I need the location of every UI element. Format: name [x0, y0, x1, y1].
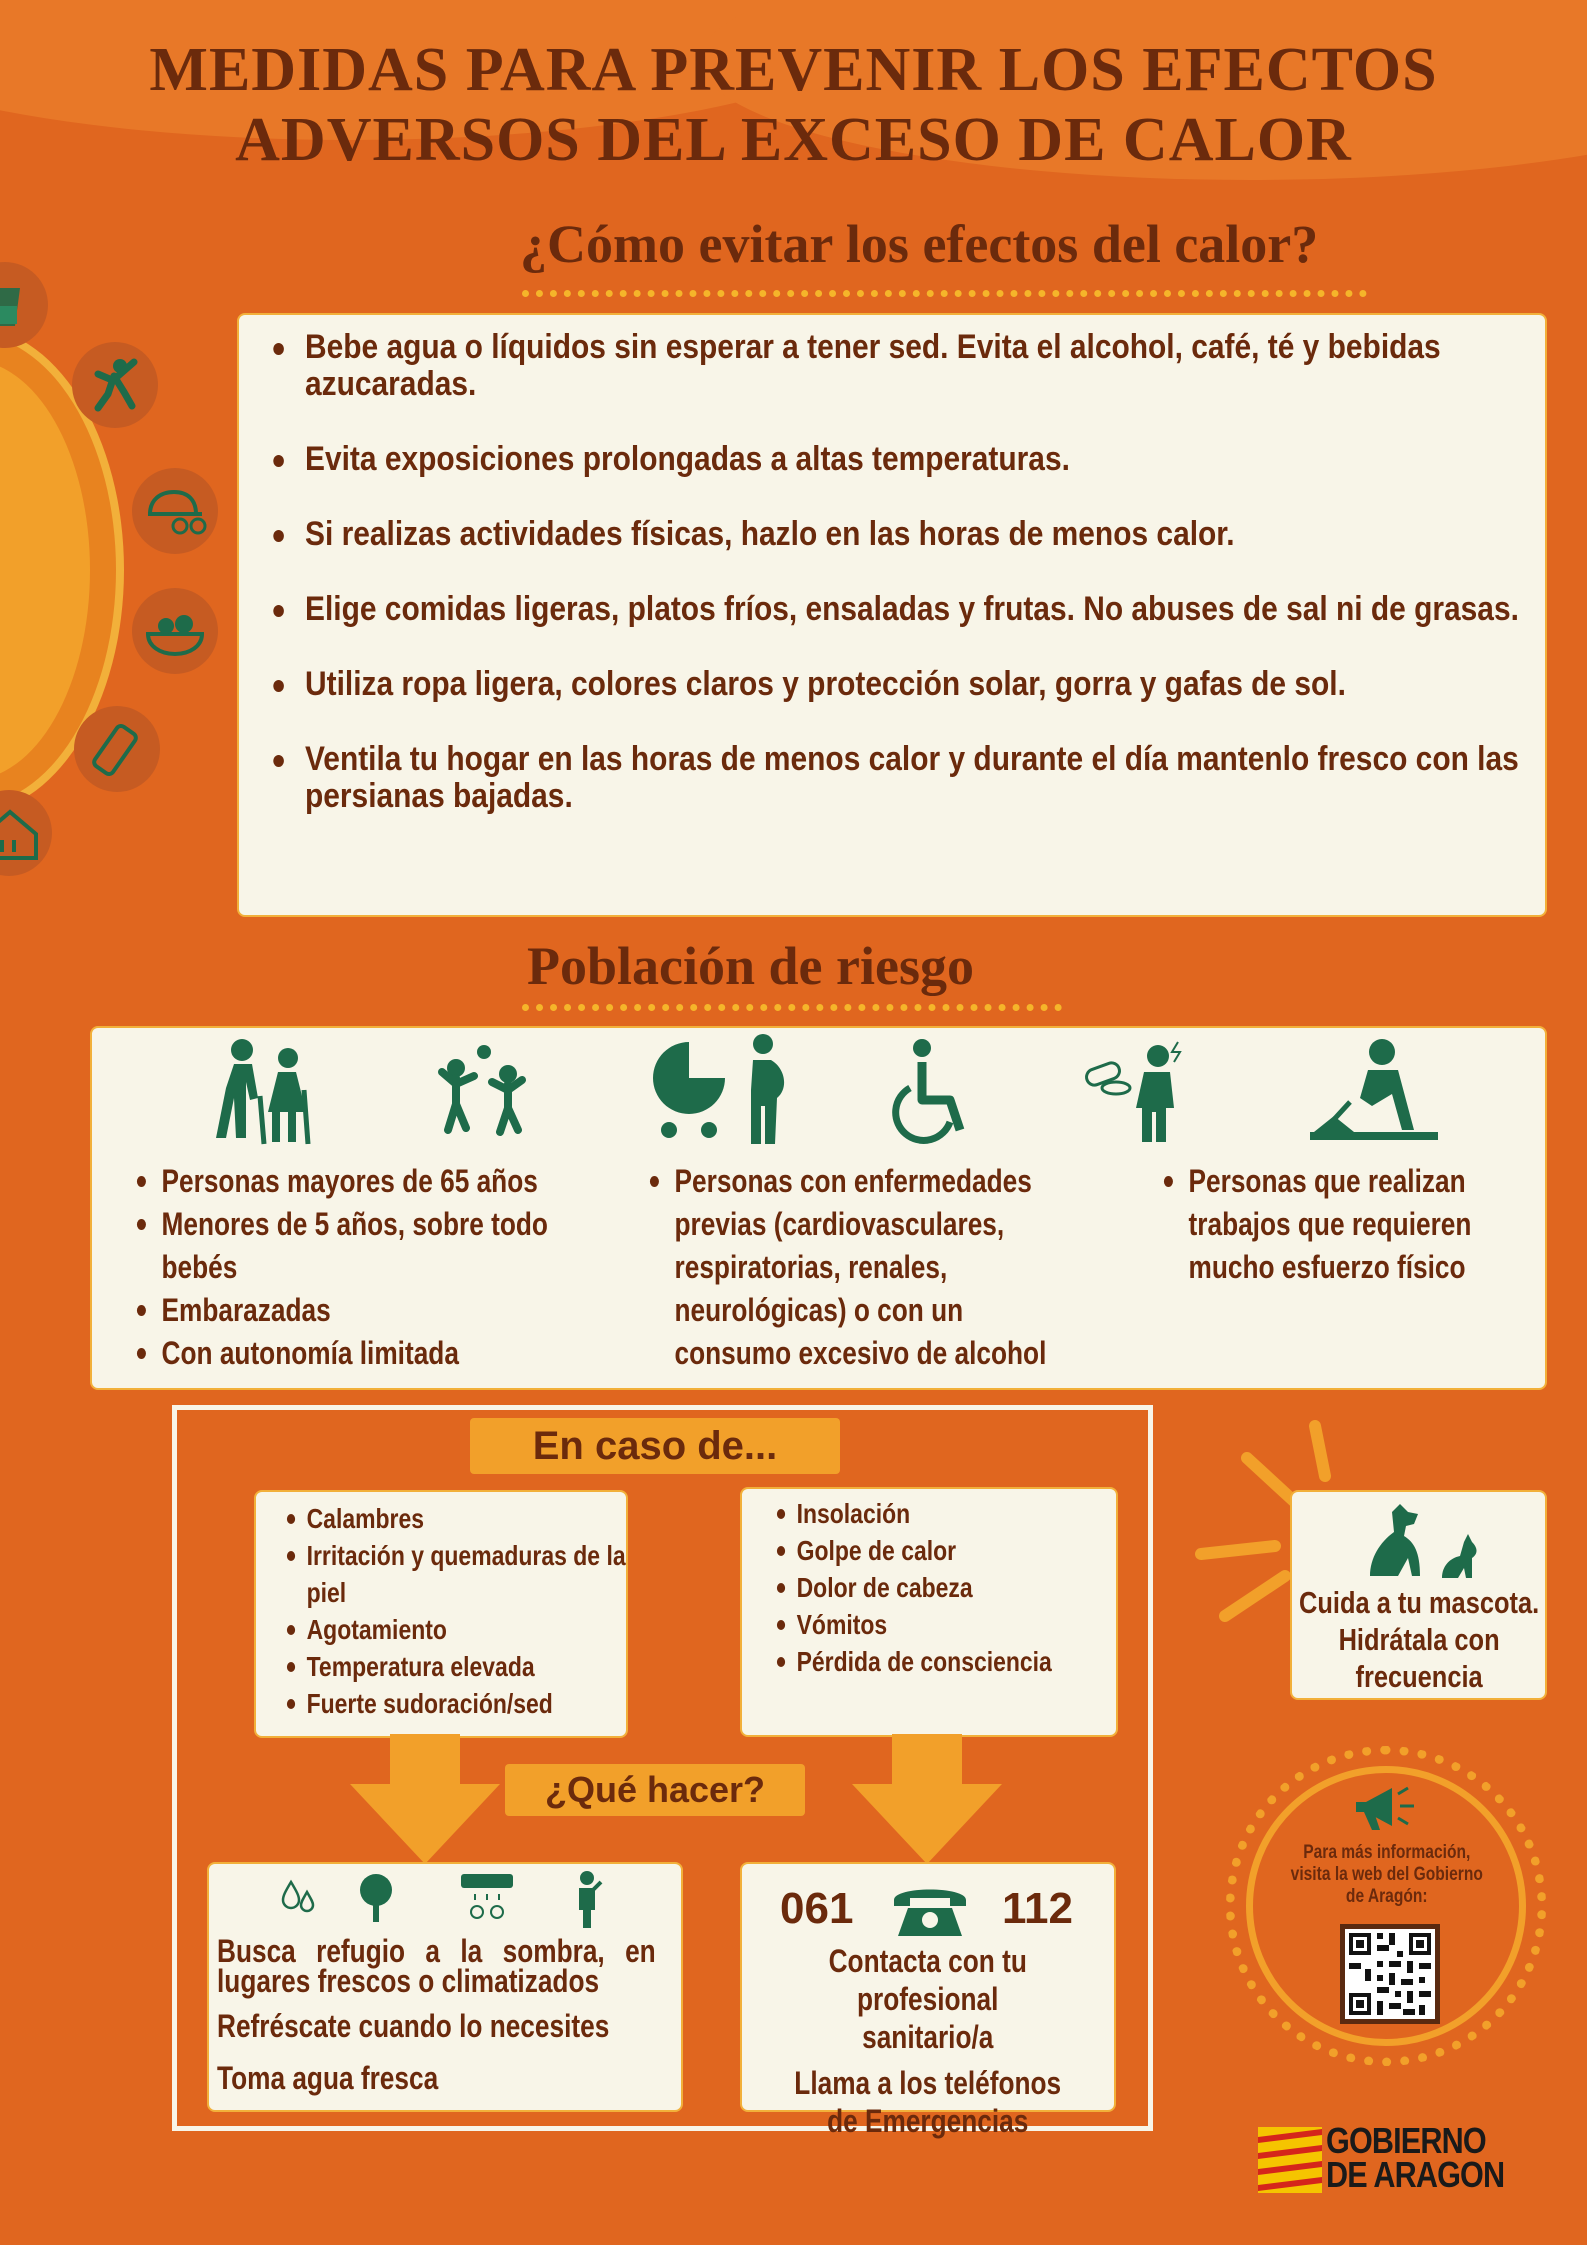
- actions-right-text: [742, 1942, 1113, 2140]
- phone-112: 112: [1002, 1884, 1073, 1933]
- prevention-tips-card: [237, 313, 1547, 917]
- tree-shade-icon: [354, 1872, 398, 1924]
- list-item: Pérdida de consciencia: [797, 1643, 1141, 1680]
- list-item: Personas que realizan trabajos que requieren mucho esfuerzo físico: [1189, 1160, 1533, 1289]
- list-item: Elige comidas ligeras, platos fríos, ensaladas y frutas. No abuses de sal ni de grasas.: [305, 591, 1528, 628]
- list-item: Fuerte sudoración/sed: [307, 1685, 660, 1722]
- list-item: Golpe de calor: [797, 1532, 1141, 1569]
- list-item: Calambres: [307, 1500, 660, 1537]
- person-drinking-icon: [571, 1870, 607, 1928]
- action-item: Busca refugio a la sombra, en lugares frescos o climatizados: [217, 1933, 656, 1999]
- prevention-tips-list: [261, 329, 1528, 853]
- pregnant-stroller-icon: [647, 1032, 797, 1146]
- list-item: Utiliza ropa ligera, colores claros y protección solar, gorra y gafas de sol.: [305, 666, 1528, 703]
- list-item: Temperatura elevada: [307, 1648, 660, 1685]
- action-item: Llama a los teléfonos de Emergencias: [794, 2065, 1062, 2139]
- pet-card: [1290, 1490, 1547, 1700]
- list-item: Embarazadas: [162, 1289, 621, 1332]
- sick-person-pills-icon: [1082, 1036, 1202, 1146]
- symptoms-list-left: [282, 1500, 659, 1722]
- list-item: Con autonomía limitada: [162, 1332, 621, 1375]
- water-glass-icon: [0, 262, 48, 348]
- risk-list-1: [132, 1160, 621, 1375]
- heading-underline: [522, 1004, 1062, 1011]
- symptoms-card-left: [254, 1490, 628, 1738]
- qr-code[interactable]: [1340, 1924, 1440, 2024]
- water-drops-icon: [279, 1876, 319, 1920]
- telephone-icon: [890, 1878, 970, 1940]
- phone-061: 061: [780, 1884, 854, 1933]
- risk-population-card: [90, 1026, 1547, 1390]
- list-item: Si realizas actividades físicas, hazlo en las horas de menos calor.: [305, 516, 1528, 553]
- megaphone-icon: [1350, 1784, 1426, 1834]
- list-item: Vómitos: [797, 1606, 1141, 1643]
- risk-list-2: [645, 1160, 1060, 1375]
- section-heading-risk-population: Población de riesgo: [527, 936, 974, 996]
- action-item: Contacta con tu profesional sanitario/a: [828, 1943, 1027, 2055]
- arrow-down-left: [350, 1734, 500, 1864]
- sunscreen-icon: [74, 706, 160, 792]
- wheelchair-icon: [892, 1038, 982, 1144]
- list-item: Personas con enfermedades previas (cardiovasculares, respiratorias, renales, neurológicas) o con un consumo excesivo de alcohol: [675, 1160, 1060, 1375]
- government-logo-text: GOBIERNO DE ARAGON: [1326, 2120, 1505, 2195]
- air-conditioner-icon: [459, 1872, 515, 1924]
- list-item: Bebe agua o líquidos sin esperar a tener sed. Evita el alcohol, café, té y bebidas azucaradas.: [305, 329, 1528, 403]
- qr-code-pattern: [1345, 1929, 1435, 2019]
- worker-shovel-icon: [1310, 1036, 1440, 1146]
- list-item: Ventila tu hogar en las horas de menos calor y durante el día mantenlo fresco con las persianas bajadas.: [305, 741, 1528, 815]
- symptoms-card-right: [740, 1487, 1118, 1737]
- list-item: Agotamiento: [307, 1611, 660, 1648]
- actions-card-right: [740, 1862, 1116, 2139]
- list-item: Personas mayores de 65 años: [162, 1160, 621, 1203]
- what-to-do-tag: ¿Qué hacer?: [505, 1764, 805, 1816]
- action-item: Toma agua fresca: [217, 2060, 439, 2096]
- section-heading-avoid-heat: ¿Cómo evitar los efectos del calor?: [520, 214, 1319, 274]
- info-text: Para más información, visita la web del Gobierno de Aragón:: [1290, 1842, 1483, 1907]
- heading-underline: [522, 290, 1367, 297]
- list-item: Insolación: [797, 1495, 1141, 1532]
- symptoms-list-right: [772, 1495, 1141, 1680]
- actions-left-text: [217, 1933, 676, 2096]
- pet-text: Cuida a tu mascota. Hidrátala con frecuencia: [1299, 1585, 1540, 1694]
- cap-glasses-icon: [132, 468, 218, 554]
- page-title: MEDIDAS PARA PREVENIR LOS EFECTOS ADVERSOS DEL EXCESO DE CALOR: [149, 36, 1438, 174]
- action-item: Refréscate cuando lo necesites: [217, 2008, 610, 2044]
- actions-card-left: [207, 1862, 683, 2112]
- list-item: Dolor de cabeza: [797, 1569, 1141, 1606]
- dog-cat-icon: [1364, 1498, 1484, 1582]
- children-playing-icon: [432, 1044, 532, 1144]
- list-item: Evita exposiciones prolongadas a altas temperaturas.: [305, 441, 1528, 478]
- in-case-of-tag: En caso de...: [470, 1418, 840, 1474]
- list-item: Irritación y quemaduras de la piel: [307, 1537, 660, 1611]
- salad-icon: [132, 588, 218, 674]
- aragon-flag-icon: [1258, 2127, 1322, 2193]
- elderly-couple-icon: [204, 1036, 324, 1146]
- risk-list-3: [1159, 1160, 1533, 1289]
- list-item: Menores de 5 años, sobre todo bebés: [162, 1203, 621, 1289]
- arrow-down-right: [852, 1734, 1002, 1864]
- exercise-icon: [72, 342, 158, 428]
- home-ventilation-icon: [0, 790, 52, 876]
